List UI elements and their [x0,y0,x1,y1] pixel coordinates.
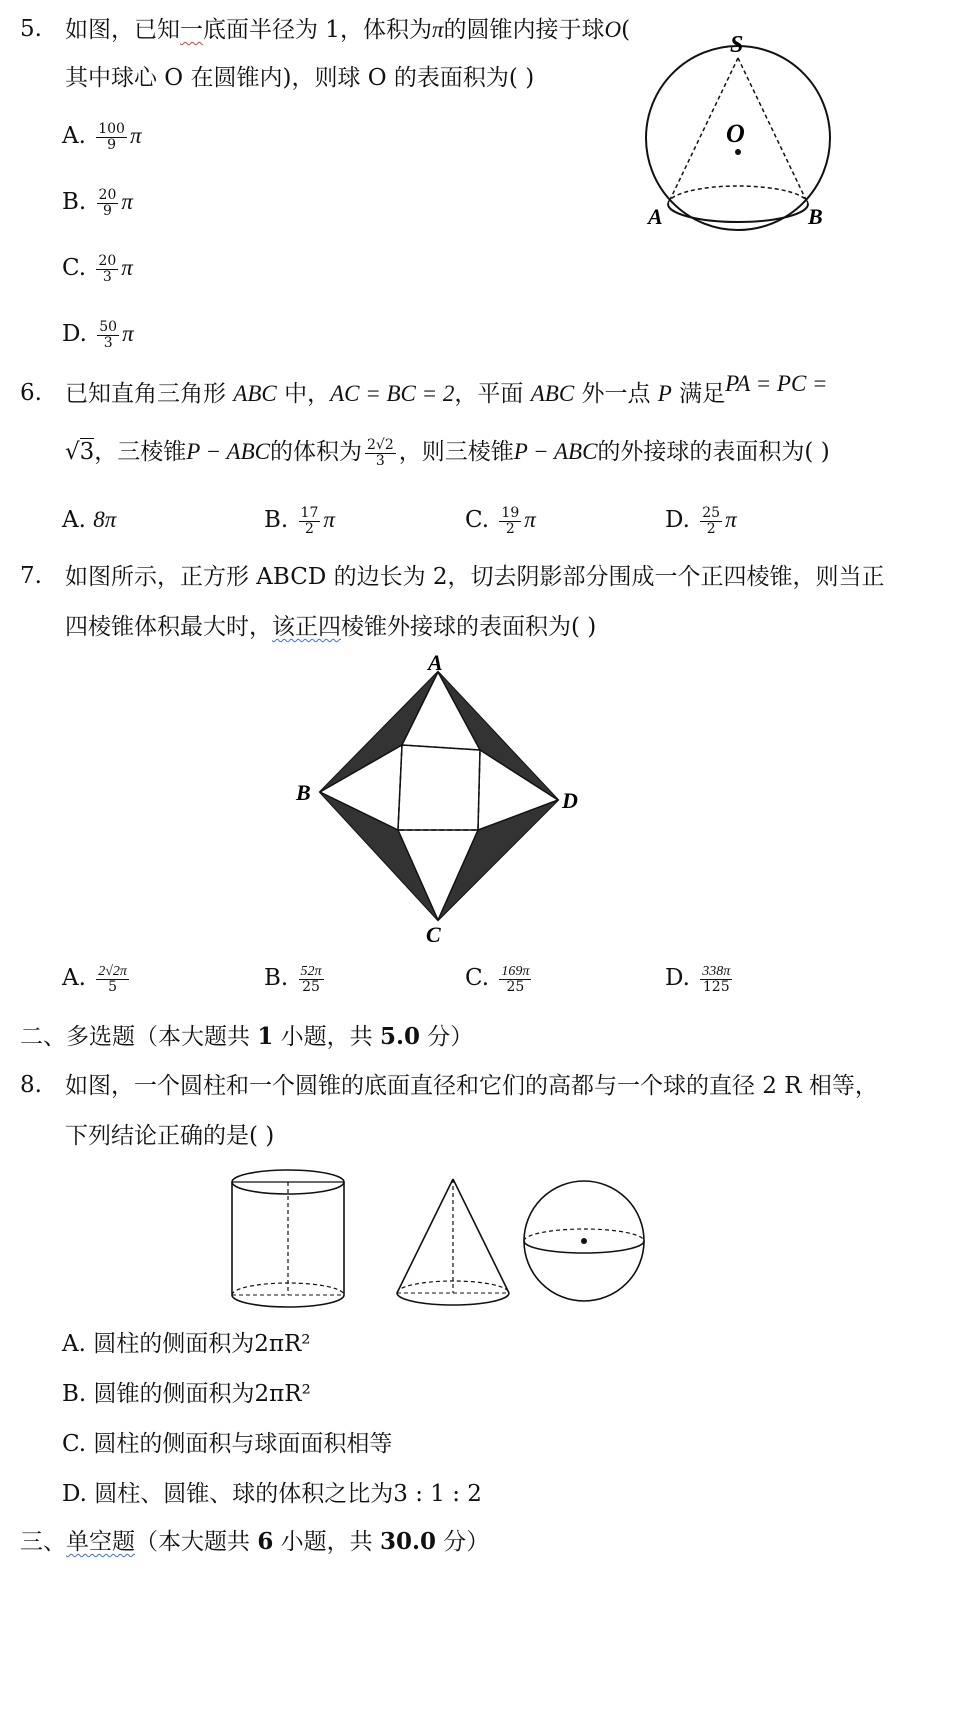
q7-stem-line1: 如图所示，正方形 ABCD 的边长为 2，切去阴影部分围成一个正四棱锥，则当正 [65,564,885,590]
q8-option-a[interactable]: A. 圆柱的侧面积为2πR² [62,1331,311,1357]
q8-option-b[interactable]: B. 圆锥的侧面积为2πR² [62,1381,311,1407]
q5-spellcheck-word: 一 [180,17,203,43]
q7-label-d: D [562,788,578,813]
q5-label-s: S [730,32,744,58]
q8-stem-line2: 下列结论正确的是( ) [65,1123,275,1149]
q7-label-a: A [428,650,443,675]
q6-option-c[interactable]: C. $\frac{19}{2}$ π [465,504,536,537]
q5-option-d[interactable]: D. $\frac{50}{3}$ π [62,318,134,351]
q6-option-d[interactable]: D. $\frac{25}{2}$ π [665,504,737,537]
q7-label-b: B [296,780,311,805]
section-2-heading: 二、多选题（本大题共 1 小题，共 5.0 分） [20,1023,474,1050]
q7-option-c[interactable]: C. $\frac{169\pi}{25}$ [465,963,530,995]
q7-option-b[interactable]: B. $\frac{52\pi}{25}$ [264,963,322,995]
q5-number: 5. [20,16,42,42]
q7-stem-line2: 四棱锥体积最大时，该正四棱锥外接球的表面积为( ) [65,614,597,640]
q6-stem-line2: √3，三棱锥P − ABC的体积为 $\frac{2√2}{3}$ ，则三棱锥P − ABC的外接球的表面积为( ) [65,436,830,469]
q5-label-a: A [648,204,663,229]
q6-option-b[interactable]: B. $\frac{17}{2}$ π [264,504,335,537]
q6-number: 6. [20,380,42,406]
q5-option-a[interactable]: A. $\frac{100}{9}$ π [62,120,142,153]
q7-option-d[interactable]: D. $\frac{338\pi}{125}$ [665,963,731,995]
q5-stem-line1: 如图，已知一底面半径为 1，体积为π的圆锥内接于球O( [65,17,631,43]
q5-option-b[interactable]: B. $\frac{20}{9}$ π [62,186,133,219]
q6-stem-line1: 已知直角三角形 ABC 中，AC = BC = 2，平面 ABC 外一点 P 满足PA = PC = [65,371,828,407]
q5-stem-line2: 其中球心 O 在圆锥内)，则球 O 的表面积为( ) [65,65,535,91]
q6-option-a[interactable]: A. 8π [62,507,117,533]
q7-spellcheck-word: 该正四 [272,614,341,640]
q8-number: 8. [20,1072,42,1098]
q5-label-o: O [726,119,745,148]
q8-stem-line1: 如图，一个圆柱和一个圆锥的底面直径和它们的高都与一个球的直径 2 R 相等， [65,1073,878,1099]
q7-number: 7. [20,563,42,589]
q5-option-c[interactable]: C. $\frac{20}{3}$ π [62,252,133,285]
q8-option-c[interactable]: C. 圆柱的侧面积与球面面积相等 [62,1431,393,1457]
q8-option-d[interactable]: D. 圆柱、圆锥、球的体积之比为3 : 1 : 2 [62,1481,482,1507]
section-3-spellcheck-word: 单空题 [66,1529,135,1555]
q7-label-c: C [426,922,441,945]
q5-sphere-cone-figure [640,28,880,258]
q8-cylinder-cone-sphere-figure [220,1165,660,1325]
q5-label-b: B [808,204,823,229]
section-3-heading: 三、单空题（本大题共 6 小题，共 30.0 分） [20,1528,490,1555]
q7-option-a[interactable]: A. $\frac{2√2\pi}{5}$ [62,963,127,995]
q7-square-pyramid-net-figure [290,650,600,945]
